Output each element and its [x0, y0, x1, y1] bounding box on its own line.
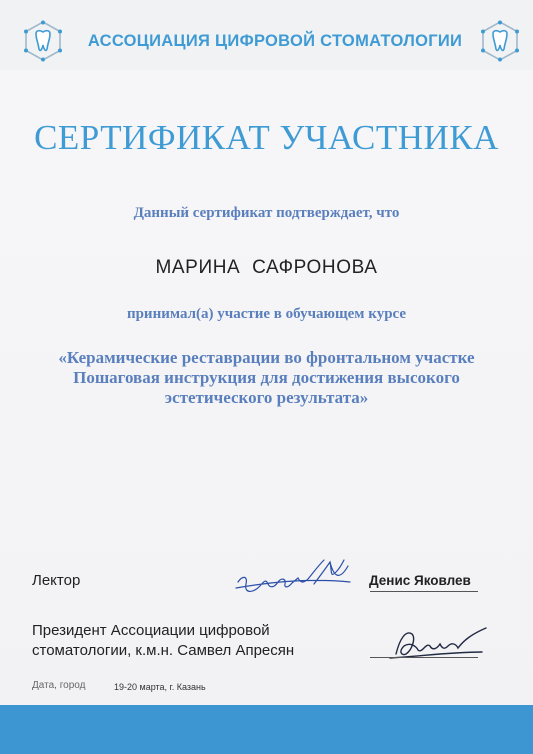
- president-signature: [382, 620, 492, 670]
- organization-name: АССОЦИАЦИЯ ЦИФРОВОЙ СТОМАТОЛОГИИ: [87, 32, 463, 50]
- course-title-line: эстетического результата»: [164, 388, 369, 407]
- lector-label: Лектор: [32, 572, 81, 589]
- participation-text: принимал(а) участие в обучающем курсе: [126, 306, 407, 322]
- president-signature-line: [370, 657, 478, 658]
- president-title: [32, 621, 294, 661]
- president-title-line: стоматологии, к.м.н. Самвел Апресян: [32, 642, 295, 659]
- course-title: [0, 348, 533, 408]
- president-title-line: Президент Ассоциации цифровой: [32, 622, 270, 639]
- lector-name: Денис Яковлев: [369, 573, 471, 588]
- tooth-network-icon: [22, 20, 64, 62]
- footer-band: [0, 705, 533, 754]
- certificate-title: СЕРТИФИКАТ УЧАСТНИКА: [34, 118, 499, 157]
- participant-name: МАРИНА САФРОНОВА: [155, 257, 378, 278]
- lector-signature: [230, 548, 360, 608]
- date-value: 19-20 марта, г. Казань: [114, 682, 206, 692]
- tooth-network-icon: [479, 20, 521, 62]
- lector-signature-line: [370, 591, 478, 592]
- confirmation-text: Данный сертификат подтверждает, что: [133, 205, 400, 221]
- date-label: Дата, город: [32, 680, 86, 691]
- course-title-line: «Керамические реставрации во фронтальном участке: [58, 348, 475, 367]
- course-title-line: Пошаговая инструкция для достижения высокого: [73, 368, 460, 387]
